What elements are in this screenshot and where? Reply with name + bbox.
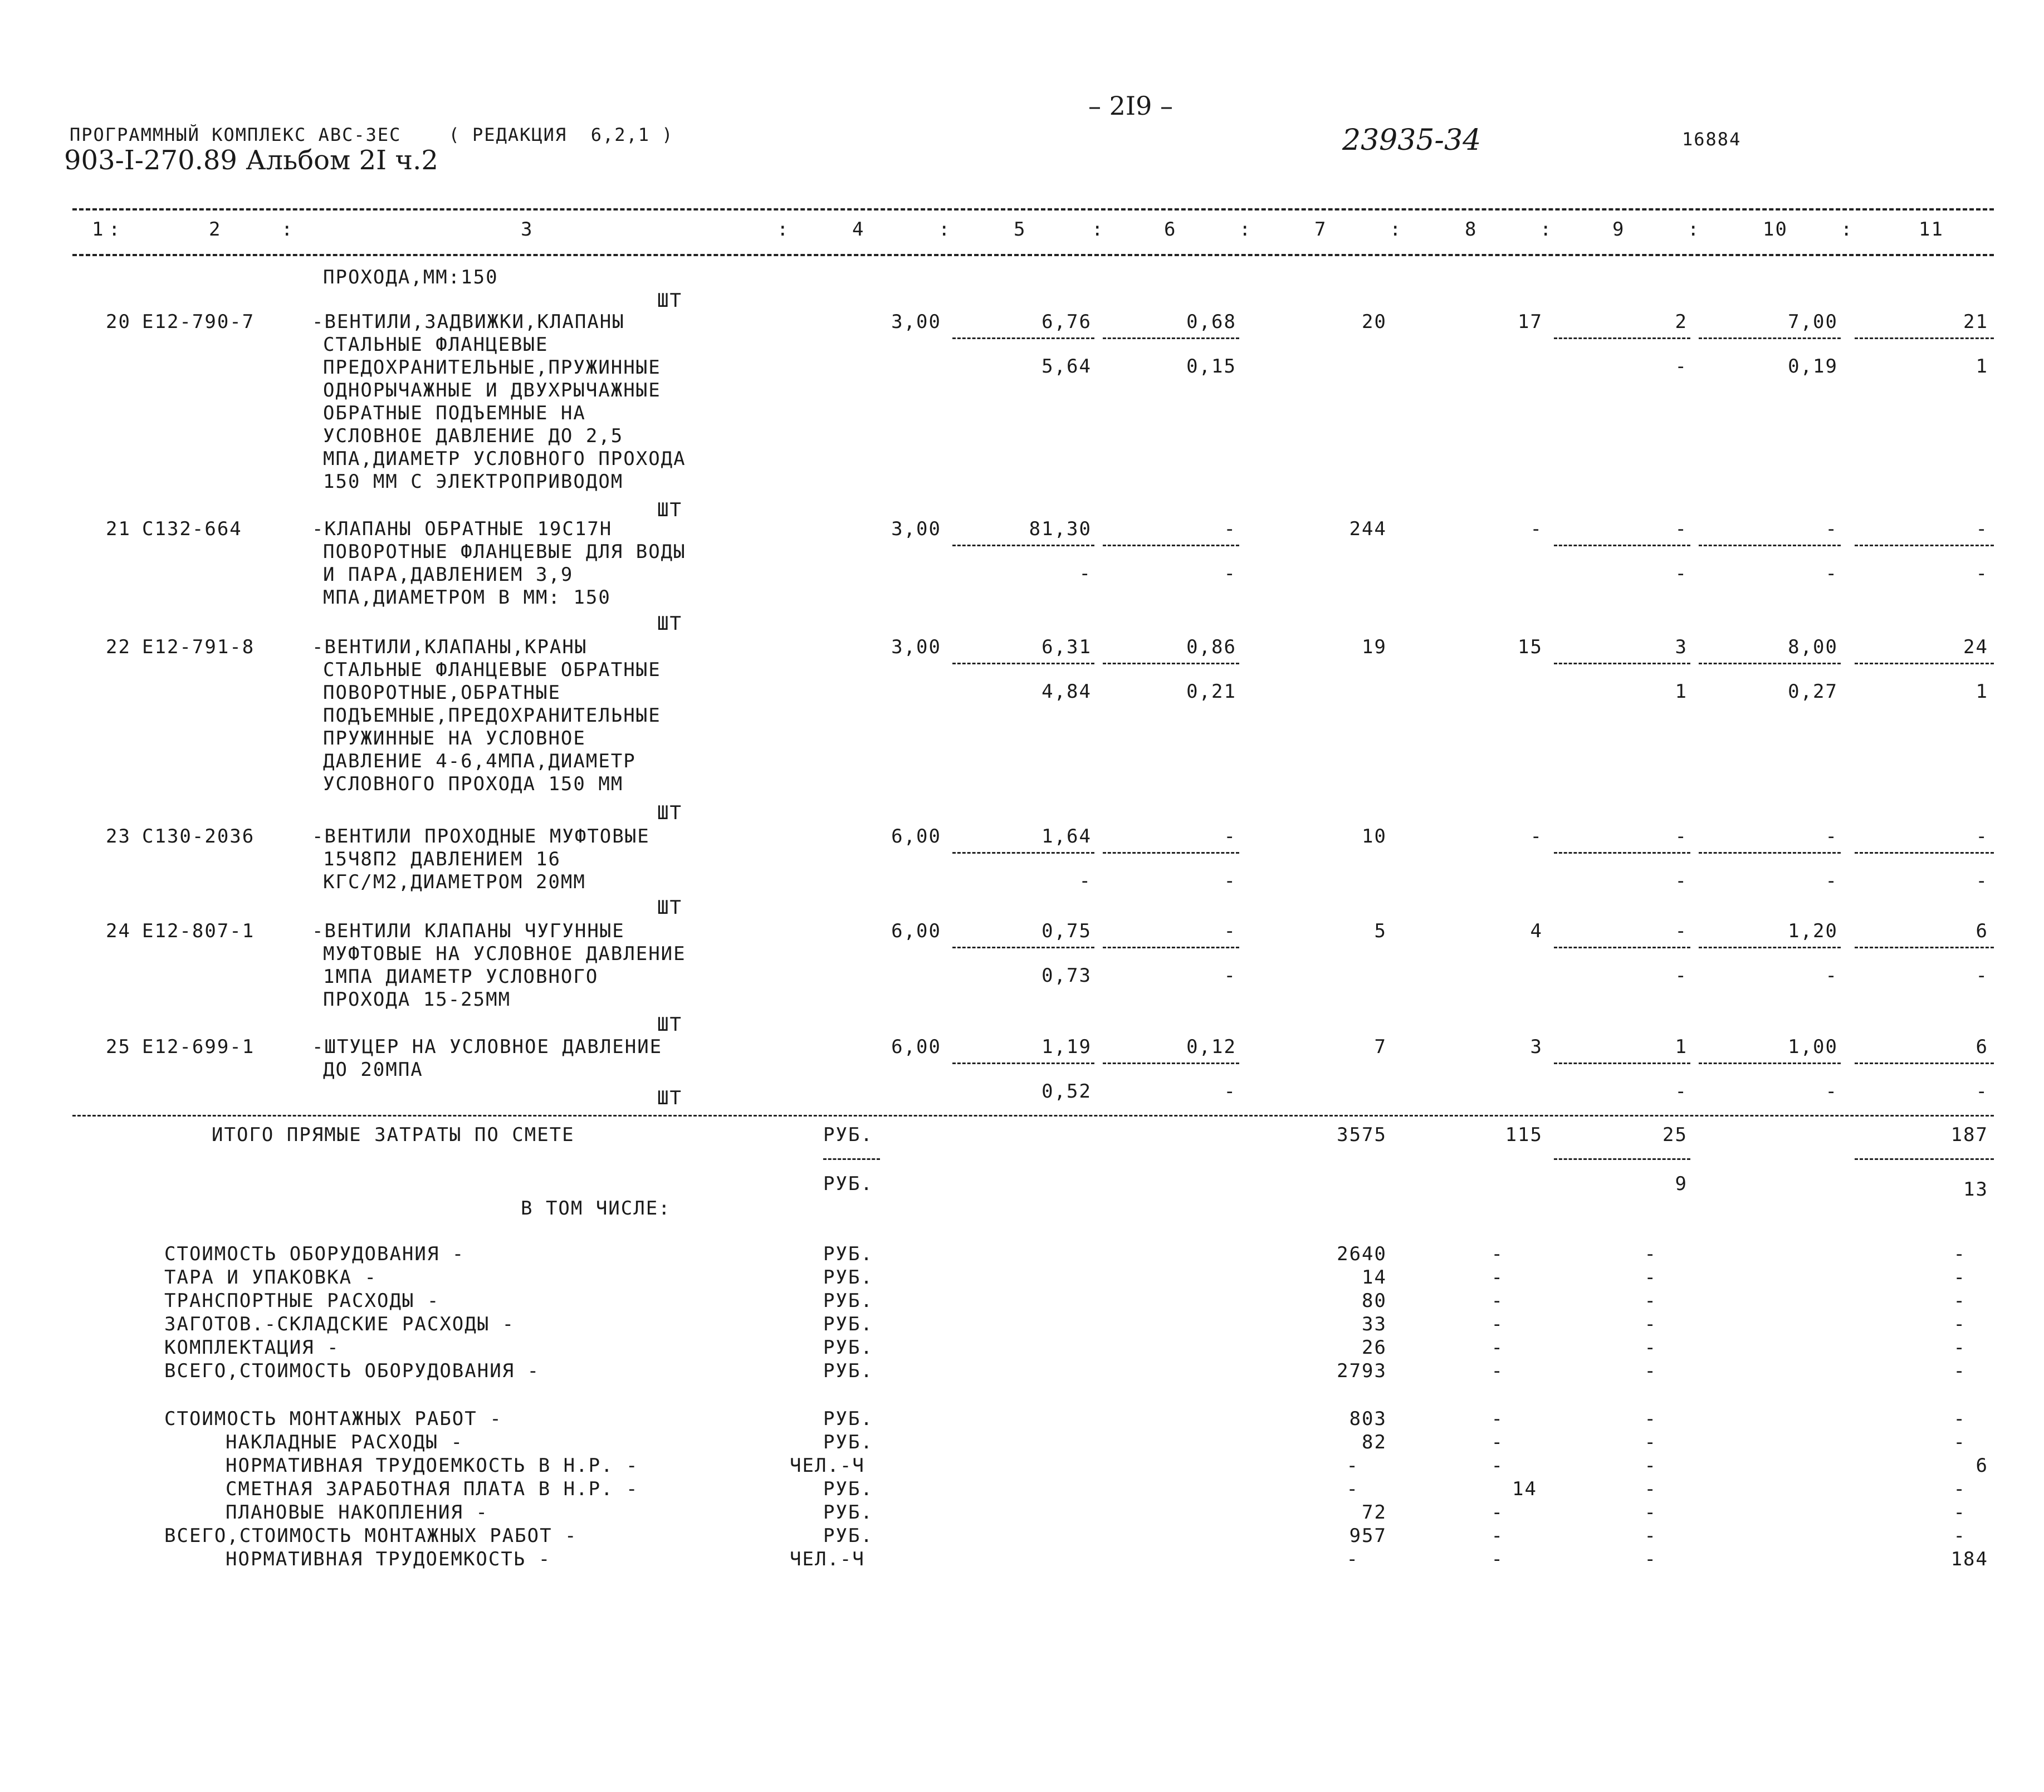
equipment-unit: РУБ. — [823, 1360, 873, 1382]
item-description-line: -ВЕНТИЛИ КЛАПАНЫ ЧУГУННЫЕ — [312, 920, 625, 942]
c9-cell-top: - — [1675, 920, 1688, 942]
montage-col7: - — [1346, 1478, 1359, 1500]
c11-cell-top: - — [1975, 825, 1988, 848]
c9-cell-top: 3 — [1675, 636, 1688, 658]
column-number: 9 — [1612, 218, 1625, 241]
c5-cell-top: 81,30 — [1029, 518, 1092, 540]
item-description-line: ПРЕДОХРАНИТЕЛЬНЫЕ,ПРУЖИННЫЕ — [323, 356, 661, 379]
c6-cell-top: - — [1224, 825, 1236, 848]
c10-divider — [1699, 947, 1841, 948]
equipment-col7: 80 — [1362, 1290, 1387, 1312]
c10-divider — [1699, 337, 1841, 339]
c5-cell-bottom: 0,52 — [1041, 1080, 1092, 1103]
montage-unit: РУБ. — [823, 1478, 873, 1500]
c9-cell-bottom: - — [1675, 355, 1688, 378]
c10-cell-top: - — [1825, 518, 1838, 540]
montage-col8: - — [1491, 1525, 1504, 1547]
c9-divider — [1554, 852, 1690, 854]
c9-cell-top: - — [1675, 518, 1688, 540]
c11-cell-top: 6 — [1975, 920, 1988, 942]
including-label: В ТОМ ЧИСЛЕ: — [521, 1197, 671, 1220]
c9-divider — [1554, 545, 1690, 546]
equipment-col11: - — [1953, 1243, 1966, 1265]
col8-cell: 3 — [1530, 1036, 1543, 1058]
column-number: 4 — [852, 218, 865, 241]
c5-cell-top: 1,19 — [1041, 1036, 1092, 1058]
montage-col8: - — [1491, 1455, 1504, 1477]
item-unit: ШТ — [657, 613, 682, 635]
montage-col8: - — [1491, 1548, 1504, 1570]
c10-cell-top: 1,00 — [1788, 1036, 1838, 1058]
montage-col9: - — [1644, 1525, 1657, 1547]
c10-cell-bottom: - — [1825, 870, 1838, 892]
c10-cell-bottom: 0,27 — [1788, 680, 1838, 703]
item-description-line: ПОВОРОТНЫЕ ФЛАНЦЕВЫЕ ДЛЯ ВОДЫ — [323, 541, 686, 563]
c11-cell-bottom: 1 — [1975, 355, 1988, 378]
c11-divider — [1855, 852, 1994, 854]
col8-cell: - — [1530, 518, 1543, 540]
c11-cell-top: 21 — [1963, 311, 1988, 333]
c11-cell-bottom: - — [1975, 964, 1988, 987]
item-number: 23 — [106, 825, 131, 848]
montage-label: СМЕТНАЯ ЗАРАБОТНАЯ ПЛАТА В Н.Р. - — [226, 1478, 639, 1500]
col8-cell: - — [1530, 825, 1543, 848]
item-unit: ШТ — [657, 1087, 682, 1109]
c9-cell-top: 2 — [1675, 311, 1688, 333]
montage-col8: - — [1491, 1408, 1504, 1430]
c6-divider — [1103, 337, 1239, 339]
c9-divider — [1554, 337, 1690, 339]
montage-label: НОРМАТИВНАЯ ТРУДОЕМКОСТЬ - — [226, 1548, 551, 1570]
c5-divider — [952, 852, 1094, 854]
c5-cell-bottom: 5,64 — [1041, 355, 1092, 378]
c11-cell-top: 6 — [1975, 1036, 1988, 1058]
c9-cell-bottom: - — [1675, 562, 1688, 585]
c10-cell-bottom: 0,19 — [1788, 355, 1838, 378]
equipment-col7: 2640 — [1337, 1243, 1387, 1265]
equipment-col8: - — [1491, 1360, 1504, 1382]
quantity-cell: 3,00 — [891, 518, 941, 540]
montage-col9: - — [1644, 1455, 1657, 1477]
montage-unit: РУБ. — [823, 1525, 873, 1547]
c11-cell-bottom: - — [1975, 1080, 1988, 1103]
montage-col7: 72 — [1362, 1501, 1387, 1524]
montage-col11: 184 — [1950, 1548, 1988, 1570]
equipment-col8: - — [1491, 1336, 1504, 1359]
quantity-cell: 6,00 — [891, 1036, 941, 1058]
c5-cell-top: 1,64 — [1041, 825, 1092, 848]
item-description-line: ДО 20МПА — [323, 1059, 423, 1081]
quantity-cell: 3,00 — [891, 636, 941, 658]
equipment-col11: - — [1953, 1313, 1966, 1335]
page-number: – 2I9 – — [1088, 91, 1173, 121]
item-description-line: ПРУЖИННЫЕ НА УСЛОВНОЕ — [323, 727, 586, 750]
equipment-col11: - — [1953, 1266, 1966, 1289]
montage-unit: ЧЕЛ.-Ч — [790, 1455, 865, 1477]
item-description-line: -КЛАПАНЫ ОБРАТНЫЕ 19С17Н — [312, 518, 613, 540]
col7-cell: 19 — [1362, 636, 1387, 658]
equipment-col9: - — [1644, 1243, 1657, 1265]
c5-cell-bottom: - — [1079, 562, 1092, 585]
equipment-col9: - — [1644, 1290, 1657, 1312]
item-description-line: ПОВОРОТНЫЕ,ОБРАТНЫЕ — [323, 682, 561, 704]
item-description-line: МПА,ДИАМЕТРОМ В ММ: 150 — [323, 586, 611, 609]
montage-col11: - — [1953, 1408, 1966, 1430]
c6-cell-bottom: - — [1224, 562, 1236, 585]
item-code: Е12-699-1 — [142, 1036, 255, 1058]
item-description-line: -ШТУЦЕР НА УСЛОВНОЕ ДАВЛЕНИЕ — [312, 1036, 663, 1058]
c11-cell-bottom: 1 — [1975, 680, 1988, 703]
c5-cell-top: 0,75 — [1041, 920, 1092, 942]
c10-divider — [1699, 545, 1841, 546]
item-description-line: ПОДЪЕМНЫЕ,ПРЕДОХРАНИТЕЛЬНЫЕ — [323, 704, 661, 727]
item-description-line: ОДНОРЫЧАЖНЫЕ И ДВУХРЫЧАЖНЫЕ — [323, 379, 661, 402]
c9-cell-bottom: - — [1675, 870, 1688, 892]
item-code: Е12-791-8 — [142, 636, 255, 658]
montage-col8: 14 — [1512, 1478, 1537, 1500]
equipment-col7: 33 — [1362, 1313, 1387, 1335]
c11-divider — [1855, 663, 1994, 664]
item-number: 21 — [106, 518, 131, 540]
equipment-col7: 14 — [1362, 1266, 1387, 1289]
c11-divider — [1855, 337, 1994, 339]
column-number: 6 — [1164, 218, 1177, 241]
item-description-line: МПА,ДИАМЕТР УСЛОВНОГО ПРОХОДА — [323, 448, 686, 470]
equipment-label: ЗАГОТОВ.-СКЛАДСКИЕ РАСХОДЫ - — [164, 1313, 515, 1335]
c9-cell-bottom: 1 — [1675, 680, 1688, 703]
montage-col9: - — [1644, 1548, 1657, 1570]
c6-divider — [1103, 545, 1239, 546]
total-col11-divider — [1855, 1158, 1994, 1160]
column-number: 11 — [1919, 218, 1944, 241]
equipment-label: КОМПЛЕКТАЦИЯ - — [164, 1336, 340, 1359]
c9-cell-top: 1 — [1675, 1036, 1688, 1058]
equipment-unit: РУБ. — [823, 1336, 873, 1359]
item-number: 22 — [106, 636, 131, 658]
document-number: 16884 — [1682, 129, 1742, 150]
c10-cell-top: 1,20 — [1788, 920, 1838, 942]
c5-cell-bottom: - — [1079, 870, 1092, 892]
quantity-cell: 6,00 — [891, 825, 941, 848]
c6-cell-top: - — [1224, 920, 1236, 942]
c5-cell-bottom: 4,84 — [1041, 680, 1092, 703]
c6-divider — [1103, 852, 1239, 854]
c5-divider — [952, 663, 1094, 664]
column-number: 3 — [521, 218, 534, 241]
c9-divider — [1554, 947, 1690, 948]
c5-cell-bottom: 0,73 — [1041, 964, 1092, 987]
total-col9-divider — [1554, 1158, 1690, 1160]
item-unit: ШТ — [657, 897, 682, 919]
col8-cell: 4 — [1530, 920, 1543, 942]
montage-unit: РУБ. — [823, 1431, 873, 1453]
c10-cell-bottom: - — [1825, 1080, 1838, 1103]
c11-divider — [1855, 545, 1994, 546]
montage-label: НОРМАТИВНАЯ ТРУДОЕМКОСТЬ В Н.Р. - — [226, 1455, 639, 1477]
c6-cell-bottom: - — [1224, 964, 1236, 987]
item-description-line: СТАЛЬНЫЕ ФЛАНЦЕВЫЕ — [323, 334, 549, 356]
montage-unit: ЧЕЛ.-Ч — [790, 1548, 865, 1570]
total-col9-top: 25 — [1662, 1124, 1688, 1146]
column-separator: : — [1688, 218, 1700, 241]
col8-cell: 17 — [1518, 311, 1543, 333]
column-separator: : — [1841, 218, 1854, 241]
item-unit: ШТ — [657, 499, 682, 521]
equipment-col7: 2793 — [1337, 1360, 1387, 1382]
c6-cell-top: - — [1224, 518, 1236, 540]
item-description-line: -ВЕНТИЛИ,ЗАДВИЖКИ,КЛАПАНЫ — [312, 311, 625, 333]
c5-divider — [952, 1063, 1094, 1064]
album-title: 903-I-270.89 Альбом 2I ч.2 — [64, 145, 438, 176]
item-description-line: ПРОХОДА,ММ:150 — [323, 266, 498, 288]
total-unit: РУБ. — [823, 1124, 873, 1146]
c11-divider — [1855, 947, 1994, 948]
montage-col11: - — [1953, 1431, 1966, 1453]
header-rule-top — [72, 208, 1994, 210]
montage-col9: - — [1644, 1408, 1657, 1430]
equipment-col9: - — [1644, 1336, 1657, 1359]
totals-rule — [72, 1115, 1994, 1117]
c10-cell-top: 7,00 — [1788, 311, 1838, 333]
item-description-line: МУФТОВЫЕ НА УСЛОВНОЕ ДАВЛЕНИЕ — [323, 943, 686, 965]
item-description-line: 1МПА ДИАМЕТР УСЛОВНОГО — [323, 966, 599, 988]
c6-divider — [1103, 663, 1239, 664]
montage-label: ПЛАНОВЫЕ НАКОПЛЕНИЯ - — [226, 1501, 488, 1524]
montage-col9: - — [1644, 1431, 1657, 1453]
item-number: 24 — [106, 920, 131, 942]
column-separator: : — [938, 218, 951, 241]
total-unit-second: РУБ. — [823, 1173, 873, 1195]
montage-label: НАКЛАДНЫЕ РАСХОДЫ - — [226, 1431, 463, 1453]
equipment-col8: - — [1491, 1266, 1504, 1289]
montage-unit: РУБ. — [823, 1408, 873, 1430]
c10-cell-top: 8,00 — [1788, 636, 1838, 658]
program-title: ПРОГРАММНЫЙ КОМПЛЕКС АВС-3ЕС ( РЕДАКЦИЯ 6,2,1 ) — [70, 124, 674, 145]
montage-col7: 82 — [1362, 1431, 1387, 1453]
montage-col7: - — [1346, 1548, 1359, 1570]
montage-col7: 803 — [1349, 1408, 1387, 1430]
column-number: 1 — [92, 218, 105, 241]
c9-divider — [1554, 1063, 1690, 1064]
quantity-cell: 3,00 — [891, 311, 941, 333]
column-separator: : — [281, 218, 294, 241]
equipment-label: ТАРА И УПАКОВКА - — [164, 1266, 377, 1289]
c9-divider — [1554, 663, 1690, 664]
equipment-col7: 26 — [1362, 1336, 1387, 1359]
item-description-line: КГС/М2,ДИАМЕТРОМ 20ММ — [323, 871, 586, 893]
column-number: 2 — [209, 218, 222, 241]
c10-divider — [1699, 1063, 1841, 1064]
column-number: 10 — [1763, 218, 1788, 241]
c5-divider — [952, 545, 1094, 546]
c6-divider — [1103, 947, 1239, 948]
total-col9-bottom: 9 — [1675, 1173, 1688, 1195]
col7-cell: 7 — [1374, 1036, 1387, 1058]
equipment-unit: РУБ. — [823, 1290, 873, 1312]
item-code: Е12-807-1 — [142, 920, 255, 942]
montage-col8: - — [1491, 1501, 1504, 1524]
column-number: 8 — [1465, 218, 1478, 241]
item-code: Е12-790-7 — [142, 311, 255, 333]
montage-col11: 6 — [1975, 1455, 1988, 1477]
c10-cell-top: - — [1825, 825, 1838, 848]
item-description-line: 15Ч8П2 ДАВЛЕНИЕМ 16 — [323, 848, 561, 870]
item-unit: ШТ — [657, 290, 682, 312]
column-separator: : — [1540, 218, 1553, 241]
montage-col11: - — [1953, 1478, 1966, 1500]
equipment-col11: - — [1953, 1360, 1966, 1382]
col8-cell: 15 — [1518, 636, 1543, 658]
total-col11-bottom: 13 — [1963, 1178, 1988, 1201]
c9-cell-bottom: - — [1675, 964, 1688, 987]
total-unit-divider — [823, 1158, 880, 1160]
c10-divider — [1699, 852, 1841, 854]
montage-label: ВСЕГО,СТОИМОСТЬ МОНТАЖНЫХ РАБОТ - — [164, 1525, 578, 1547]
c6-cell-top: 0,12 — [1186, 1036, 1236, 1058]
item-description-line: И ПАРА,ДАВЛЕНИЕМ 3,9 — [323, 564, 574, 586]
c5-cell-top: 6,76 — [1041, 311, 1092, 333]
column-separator: : — [1092, 218, 1104, 241]
c9-cell-bottom: - — [1675, 1080, 1688, 1103]
equipment-col8: - — [1491, 1313, 1504, 1335]
column-separator: : — [109, 218, 121, 241]
column-separator: : — [777, 218, 790, 241]
montage-col9: - — [1644, 1501, 1657, 1524]
c11-cell-bottom: - — [1975, 562, 1988, 585]
item-description-line: -ВЕНТИЛИ ПРОХОДНЫЕ МУФТОВЫЕ — [312, 825, 650, 848]
c11-divider — [1855, 1063, 1994, 1064]
col7-cell: 20 — [1362, 311, 1387, 333]
item-description-line: УСЛОВНОЕ ДАВЛЕНИЕ ДО 2,5 — [323, 425, 624, 447]
item-code: С130-2036 — [142, 825, 255, 848]
c6-cell-bottom: 0,21 — [1186, 680, 1236, 703]
c6-cell-bottom: 0,15 — [1186, 355, 1236, 378]
header-rule-bottom — [72, 254, 1994, 256]
item-description-line: ОБРАТНЫЕ ПОДЪЕМНЫЕ НА — [323, 402, 586, 424]
column-separator: : — [1390, 218, 1402, 241]
equipment-unit: РУБ. — [823, 1266, 873, 1289]
column-number: 5 — [1014, 218, 1026, 241]
c6-cell-top: 0,68 — [1186, 311, 1236, 333]
item-number: 25 — [106, 1036, 131, 1058]
c11-cell-top: 24 — [1963, 636, 1988, 658]
total-col11-top: 187 — [1950, 1124, 1988, 1146]
equipment-col9: - — [1644, 1360, 1657, 1382]
equipment-label: ТРАНСПОРТНЫЕ РАСХОДЫ - — [164, 1290, 440, 1312]
montage-col7: 957 — [1349, 1525, 1387, 1547]
c9-cell-top: - — [1675, 825, 1688, 848]
item-unit: ШТ — [657, 1013, 682, 1036]
item-description-line: 150 ММ С ЭЛЕКТРОПРИВОДОМ — [323, 471, 624, 493]
montage-col11: - — [1953, 1525, 1966, 1547]
montage-unit: РУБ. — [823, 1501, 873, 1524]
equipment-col9: - — [1644, 1313, 1657, 1335]
c6-cell-bottom: - — [1224, 870, 1236, 892]
equipment-col8: - — [1491, 1243, 1504, 1265]
document-code: 23935-34 — [1342, 124, 1481, 157]
total-label: ИТОГО ПРЯМЫЕ ЗАТРАТЫ ПО СМЕТЕ — [212, 1124, 575, 1146]
c6-cell-top: 0,86 — [1186, 636, 1236, 658]
item-description-line: ДАВЛЕНИЕ 4-6,4МПА,ДИАМЕТР — [323, 750, 636, 772]
c5-divider — [952, 337, 1094, 339]
total-col8: 115 — [1505, 1124, 1543, 1146]
montage-col8: - — [1491, 1431, 1504, 1453]
col7-cell: 244 — [1349, 518, 1387, 540]
item-description-line: УСЛОВНОГО ПРОХОДА 150 ММ — [323, 773, 624, 795]
item-description-line: ПРОХОДА 15-25ММ — [323, 988, 511, 1011]
montage-col9: - — [1644, 1478, 1657, 1500]
item-number: 20 — [106, 311, 131, 333]
item-unit: ШТ — [657, 802, 682, 824]
c6-divider — [1103, 1063, 1239, 1064]
item-code: С132-664 — [142, 518, 242, 540]
column-number: 7 — [1314, 218, 1327, 241]
equipment-label: СТОИМОСТЬ ОБОРУДОВАНИЯ - — [164, 1243, 465, 1265]
total-col7: 3575 — [1337, 1124, 1387, 1146]
item-description-line: -ВЕНТИЛИ,КЛАПАНЫ,КРАНЫ — [312, 636, 588, 658]
c11-cell-bottom: - — [1975, 870, 1988, 892]
montage-col7: - — [1346, 1455, 1359, 1477]
montage-label: СТОИМОСТЬ МОНТАЖНЫХ РАБОТ - — [164, 1408, 502, 1430]
col7-cell: 5 — [1374, 920, 1387, 942]
c5-cell-top: 6,31 — [1041, 636, 1092, 658]
c11-cell-top: - — [1975, 518, 1988, 540]
equipment-label: ВСЕГО,СТОИМОСТЬ ОБОРУДОВАНИЯ - — [164, 1360, 540, 1382]
c10-divider — [1699, 663, 1841, 664]
equipment-col11: - — [1953, 1290, 1966, 1312]
equipment-col8: - — [1491, 1290, 1504, 1312]
quantity-cell: 6,00 — [891, 920, 941, 942]
col7-cell: 10 — [1362, 825, 1387, 848]
montage-col11: - — [1953, 1501, 1966, 1524]
equipment-col9: - — [1644, 1266, 1657, 1289]
equipment-unit: РУБ. — [823, 1243, 873, 1265]
c10-cell-bottom: - — [1825, 964, 1838, 987]
equipment-col11: - — [1953, 1336, 1966, 1359]
column-separator: : — [1239, 218, 1252, 241]
c10-cell-bottom: - — [1825, 562, 1838, 585]
item-description-line: СТАЛЬНЫЕ ФЛАНЦЕВЫЕ ОБРАТНЫЕ — [323, 659, 661, 681]
c5-divider — [952, 947, 1094, 948]
c6-cell-bottom: - — [1224, 1080, 1236, 1103]
equipment-unit: РУБ. — [823, 1313, 873, 1335]
